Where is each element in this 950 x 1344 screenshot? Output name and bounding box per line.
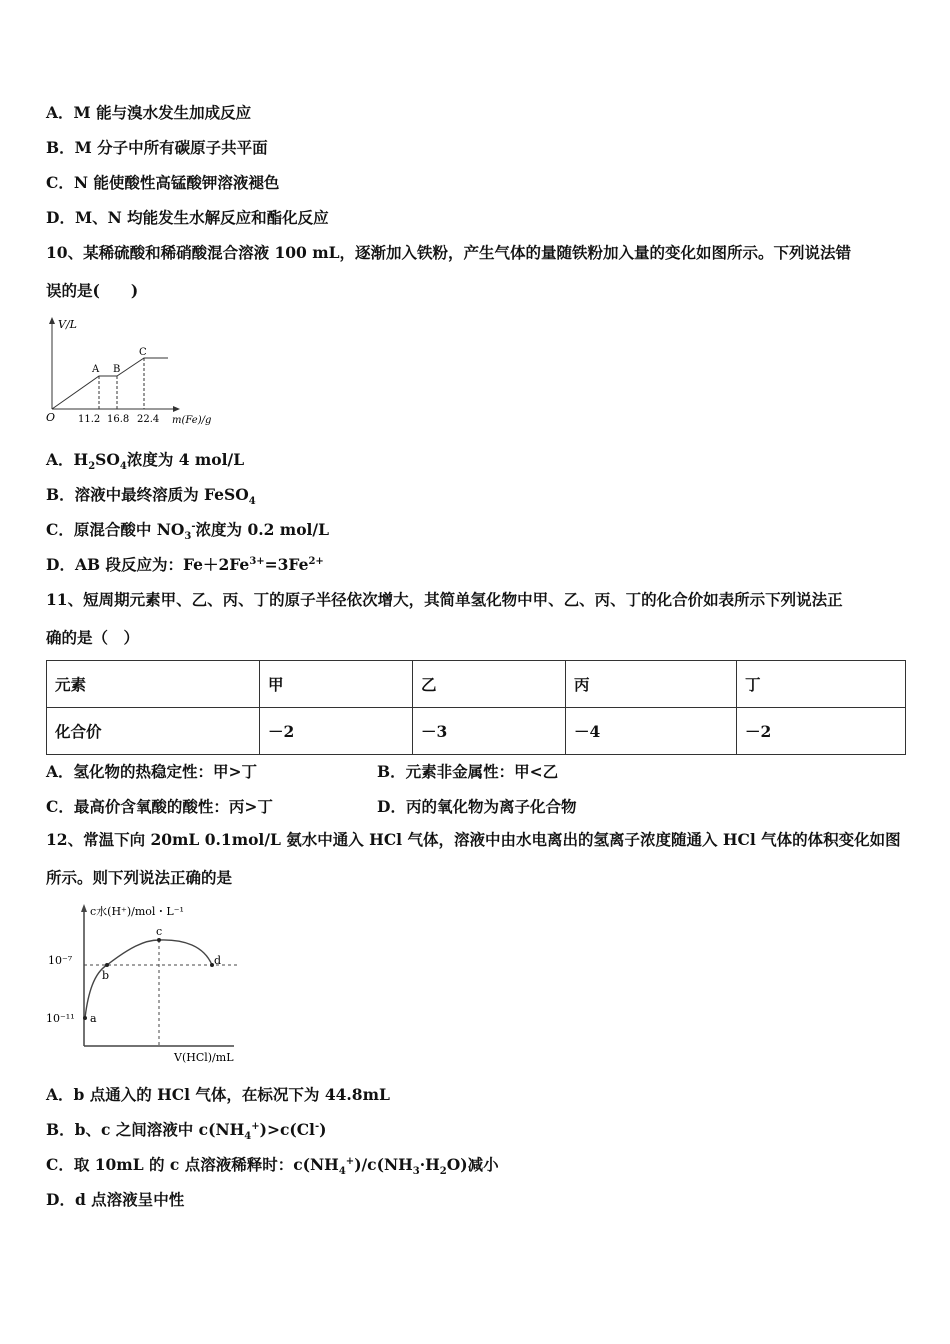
q12-option-c: C．取 10mL 的 c 点溶液稀释时：$c(NH_4^+)/c(NH_3\cdot H_2O)$减小	[46, 1155, 499, 1178]
q12-point-c: c	[156, 925, 163, 938]
q10-figure	[44, 314, 224, 429]
q10-y-label: V/L	[58, 318, 77, 331]
q11-stem-line1: 11、短周期元素甲、乙、丙、丁的原子半径依次增大，其简单氢化物中甲、乙、丙、丁的化合价如表所示下列说法正	[46, 590, 843, 609]
q12-stem-line2: 所示。则下列说法正确的是	[46, 868, 233, 887]
q9-option-b: B．M 分子中所有碳原子共平面	[46, 138, 268, 157]
q12-point-d: d	[214, 954, 222, 967]
table-cell: 丙	[566, 661, 737, 708]
table-cell: 甲	[260, 661, 413, 708]
q10-option-d: D．AB 段反应为：$Fe+2Fe^{3+}=3Fe^{2+}$	[46, 555, 324, 574]
q11-option-d: D．丙的氧化物为离子化合物	[377, 797, 577, 816]
q10-x-tick-2: 16.8	[107, 414, 130, 425]
q9-option-c: C．N 能使酸性高锰酸钾溶液褪色	[46, 173, 280, 192]
table-cell: －2	[260, 708, 413, 755]
q10-x-tick-1: 11.2	[78, 414, 101, 425]
q10-x-tick-3: 22.4	[137, 414, 160, 425]
table-cell: 元素	[47, 661, 260, 708]
q9-option-a: A．M 能与溴水发生加成反应	[46, 103, 252, 122]
q12-y-tick-top: 10⁻⁷	[48, 954, 73, 967]
q10-option-b: B．溶液中最终溶质为 FeSO$_4$	[46, 485, 256, 508]
q10-x-label: m(Fe)/g	[172, 415, 212, 426]
table-cell: 乙	[413, 661, 566, 708]
q10-y-arrow	[49, 317, 55, 324]
q12-dot-b	[105, 963, 109, 967]
q12-y-tick-bottom: 10⁻¹¹	[46, 1012, 75, 1025]
q12-dot-a	[83, 1016, 87, 1020]
q11-stem-line2: 确的是（ ）	[46, 628, 140, 647]
q12-x-label: V(HCl)/mL	[174, 1051, 234, 1064]
q12-dot-c	[157, 938, 161, 942]
q11-option-a: A．氢化物的热稳定性：甲>丁	[46, 762, 258, 781]
q12-stem-line1: 12、常温下向 20mL 0.1mol/L 氨水中通入 HCl 气体，溶液中由水电离出的氢离子浓度随通入 HCl 气体的体积变化如图	[46, 830, 901, 849]
table-cell: －2	[737, 708, 906, 755]
q12-option-a: A．b 点通入的 HCl 气体，在标况下为 44.8mL	[46, 1085, 390, 1104]
q11-option-b: B．元素非金属性：甲<乙	[377, 762, 559, 781]
q12-point-b: b	[102, 969, 110, 982]
q10-point-b: B	[113, 364, 121, 375]
q10-point-a: A	[92, 364, 100, 375]
q11-table-row-element	[47, 661, 906, 708]
table-cell: －4	[566, 708, 737, 755]
q12-option-b: B．b、c 之间溶液中 $c(NH_4^+)>c(Cl^-)$	[46, 1120, 327, 1143]
q10-option-a: A．$H_2SO_4$浓度为 4 mol/L	[46, 450, 245, 473]
q11-table-row-valence	[47, 708, 906, 755]
q12-y-arrow	[81, 904, 87, 912]
q12-y-label: c水(H⁺)/mol・L⁻¹	[90, 905, 184, 918]
q11-option-c: C．最高价含氧酸的酸性：丙>丁	[46, 797, 273, 816]
q10-point-c: C	[139, 347, 147, 358]
table-cell: 丁	[737, 661, 906, 708]
table-cell: 化合价	[47, 708, 260, 755]
q10-option-c: C．原混合酸中 $NO_3^-$浓度为 0.2 mol/L	[46, 520, 329, 543]
q10-stem-line2: 误的是( )	[46, 281, 139, 300]
q12-option-d: D．d 点溶液呈中性	[46, 1190, 185, 1209]
q12-figure	[44, 898, 259, 1068]
q10-origin: O	[46, 411, 56, 424]
q10-x-arrow	[173, 406, 180, 412]
q10-curve	[52, 358, 168, 409]
q11-table	[46, 660, 906, 755]
q12-point-a: a	[90, 1012, 97, 1025]
q10-stem-line1: 10、某稀硫酸和稀硝酸混合溶液 100 mL，逐渐加入铁粉，产生气体的量随铁粉加入量的变化如图所示。下列说法错	[46, 243, 852, 262]
table-cell: －3	[413, 708, 566, 755]
q9-option-d: D．M、N 均能发生水解反应和酯化反应	[46, 208, 329, 227]
